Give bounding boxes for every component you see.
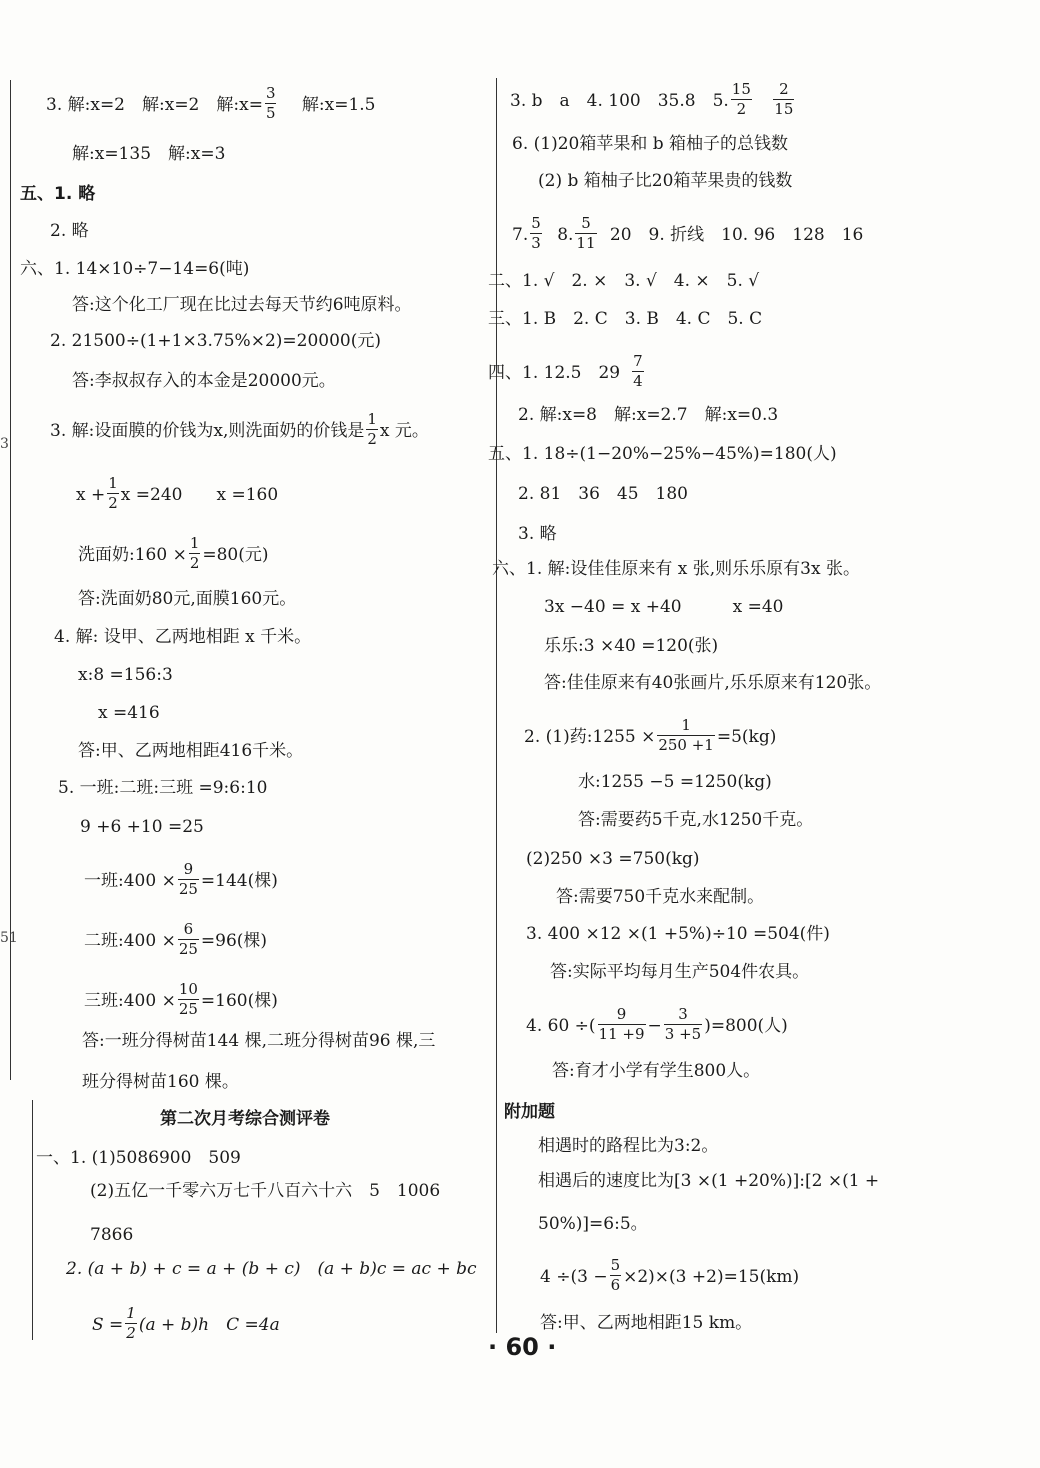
- section-heading: 六、1. 14×10÷7−14=6(吨): [20, 259, 250, 279]
- equation-line: 3. 400 ×12 ×(1 +5%)÷10 =504(件): [526, 924, 830, 944]
- equation-line: x =416: [98, 703, 160, 723]
- section-heading: 附加题: [504, 1102, 555, 1122]
- fraction: $\frac{1}{2}$: [108, 474, 118, 512]
- equation-line: x:8 =156:3: [78, 665, 173, 685]
- section-heading: 六、1. 解:设佳佳原来有 x 张,则乐乐原有3x 张。: [492, 559, 860, 579]
- equation-line: 9 +6 +10 =25: [80, 817, 204, 837]
- answer-line: 答:甲、乙两地相距416千米。: [78, 741, 304, 761]
- left-margin-rule-lower: [32, 1100, 33, 1340]
- equation-line: (2)250 ×3 =750(kg): [526, 849, 700, 869]
- answer-line: 50%)]=6:5。: [538, 1214, 648, 1234]
- equation-line: 三班:400 × $\frac{10}{25}$ =160(棵): [84, 980, 278, 1018]
- equation-line: x + $\frac{1}{2}$ x =240 x =160: [76, 474, 279, 512]
- section-heading: 三、1. B 2. C 3. B 4. C 5. C: [488, 309, 763, 329]
- equation-line: 4. 60 ÷( $\frac{9}{11 +9}$ − $\frac{3}{3 +5}$ )=800(人): [526, 1005, 788, 1043]
- answer-line: (2) b 箱柚子比20箱苹果贵的钱数: [538, 171, 793, 191]
- answer-line: 3. 略: [518, 524, 557, 544]
- answer-line: 答:甲、乙两地相距15 km。: [540, 1313, 753, 1333]
- page-number: · 60 ·: [488, 1333, 557, 1361]
- answer-line: 3. 解:x=2 解:x=2 解:x= $\frac{3}{5}$ 解:x=1.5: [46, 84, 376, 122]
- answer-line: (2)五亿一千零六万七千八百六十六 5 1006: [90, 1181, 441, 1201]
- fraction: $\frac{1}{250 +1}$: [658, 716, 714, 754]
- equation-line: S = $\frac{1}{2}$ (a + b)h C =4a: [92, 1304, 280, 1342]
- section-heading: 五、1. 略: [20, 184, 96, 204]
- column-divider: [496, 78, 497, 1333]
- answer-line: 答:需要750千克水来配制。: [556, 887, 765, 907]
- fraction: $\frac{9}{25}$: [178, 860, 198, 898]
- fraction: $\frac{6}{25}$: [178, 920, 198, 958]
- equation-line: 洗面奶:160 × $\frac{1}{2}$ =80(元): [78, 534, 269, 572]
- equation-line: 3x −40 = x +40 x =40: [544, 597, 784, 617]
- section-heading: 四、1. 12.5 29 $\frac{7}{4}$: [488, 352, 643, 390]
- fraction: $\frac{15}{2}$: [731, 80, 751, 118]
- answer-line: 答:这个化工厂现在比过去每天节约6吨原料。: [72, 295, 412, 315]
- answer-line: 相遇时的路程比为3:2。: [538, 1136, 719, 1156]
- edge-mark: 3: [0, 436, 9, 452]
- answer-line: 答:实际平均每月生产504件农具。: [550, 962, 810, 982]
- fraction: $\frac{9}{11 +9}$: [598, 1005, 645, 1043]
- answer-line: 答:佳佳原来有40张画片,乐乐原来有120张。: [544, 673, 882, 693]
- answer-line: 答:一班分得树苗144 棵,二班分得树苗96 棵,三: [82, 1031, 436, 1051]
- fraction: $\frac{10}{25}$: [178, 980, 198, 1018]
- equation-line: 二班:400 × $\frac{6}{25}$ =96(棵): [84, 920, 268, 958]
- answer-line: 2. 21500÷(1+1×3.75%×2)=20000(元): [50, 331, 381, 351]
- answer-line: 3. b a 4. 100 35.8 5. $\frac{15}{2}$ $\frac{2}{15}$: [510, 80, 794, 118]
- fraction: $\frac{7}{4}$: [633, 352, 643, 390]
- fraction: $\frac{5}{3}$: [531, 214, 541, 252]
- equation-line: 一班:400 × $\frac{9}{25}$ =144(棵): [84, 860, 278, 898]
- answer-line: 解:x=135 解:x=3: [72, 144, 226, 164]
- answer-line: 3. 解:设面膜的价钱为x,则洗面奶的价钱是 $\frac{1}{2}$ x 元。: [50, 410, 429, 448]
- answer-line: 答:李叔叔存入的本金是20000元。: [72, 371, 336, 391]
- answer-line: 班分得树苗160 棵。: [82, 1072, 239, 1092]
- answer-line: 2. 解:x=8 解:x=2.7 解:x=0.3: [518, 405, 779, 425]
- fraction: $\frac{3}{5}$: [265, 84, 276, 122]
- answer-line: 答:育才小学有学生800人。: [552, 1061, 761, 1081]
- fraction: $\frac{2}{15}$: [774, 80, 794, 118]
- equation-line: 水:1255 −5 =1250(kg): [578, 772, 772, 792]
- edge-mark: 51: [0, 930, 18, 946]
- answer-line: 2. 81 36 45 180: [518, 484, 688, 504]
- fraction: $\frac{5}{11}$: [576, 214, 596, 252]
- answer-line: 答:需要药5千克,水1250千克。: [578, 810, 814, 830]
- answer-line: 2. 略: [50, 221, 89, 241]
- answer-line: 7. $\frac{5}{3}$ 8. $\frac{5}{11}$ 20 9. 折线 10. 96 128 16: [512, 214, 864, 252]
- equation-line: 乐乐:3 ×40 =120(张): [544, 636, 719, 656]
- section-heading: 二、1. √ 2. × 3. √ 4. × 5. √: [488, 271, 760, 291]
- fraction: $\frac{5}{6}$: [610, 1256, 621, 1294]
- answer-line: 7866: [90, 1225, 134, 1245]
- equation-line: 2. (1)药:1255 × $\frac{1}{250 +1}$ =5(kg): [524, 716, 777, 754]
- fraction: $\frac{1}{2}$: [126, 1304, 136, 1342]
- equation-line: 4 ÷(3 − $\frac{5}{6}$ ×2)×(3 +2)=15(km): [540, 1256, 800, 1294]
- section-title: 第二次月考综合测评卷: [160, 1109, 330, 1129]
- answer-line: 2. (a + b) + c = a + (b + c) (a + b)c = ac + bc: [66, 1259, 477, 1279]
- answer-line: 相遇后的速度比为[3 ×(1 +20%)]:[2 ×(1 +: [538, 1171, 880, 1191]
- answer-line: 5. 一班:二班:三班 =9:6:10: [58, 778, 268, 798]
- section-heading: 五、1. 18÷(1−20%−25%−45%)=180(人): [488, 444, 837, 464]
- fraction: $\frac{1}{2}$: [367, 410, 377, 448]
- answer-line: 4. 解: 设甲、乙两地相距 x 千米。: [54, 627, 312, 647]
- fraction: $\frac{1}{2}$: [189, 534, 200, 572]
- answer-line: 6. (1)20箱苹果和 b 箱柚子的总钱数: [512, 134, 789, 154]
- fraction: $\frac{3}{3 +5}$: [664, 1005, 702, 1043]
- answer-line: 一、1. (1)5086900 509: [36, 1148, 241, 1168]
- answer-line: 答:洗面奶80元,面膜160元。: [78, 589, 297, 609]
